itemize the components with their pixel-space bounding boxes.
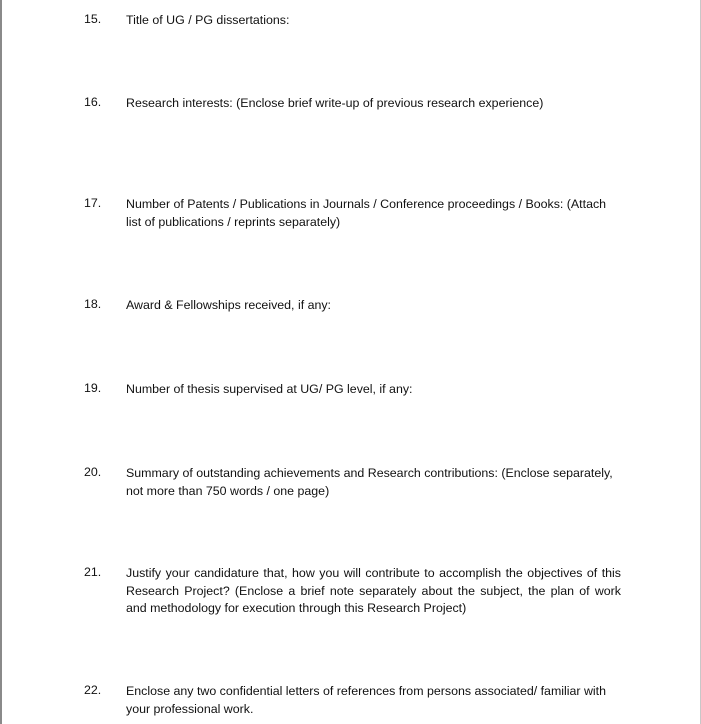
item-text: Research interests: (Enclose brief write-up of previous research experience) xyxy=(126,96,544,110)
item-number: 18. xyxy=(84,297,102,311)
item-text: Justify your candidature that, how you will contribute to accomplish the objectives of this Research Project? (Enclose a brief note separately about the subject, the plan of work and methodology for execution through this Research Project) xyxy=(126,566,621,615)
item-number: 22. xyxy=(84,683,102,697)
item-text: Title of UG / PG dissertations: xyxy=(126,13,290,27)
item-number: 16. xyxy=(84,95,102,109)
item-number: 17. xyxy=(84,196,102,210)
item-number: 19. xyxy=(84,381,102,395)
item-text: Summary of outstanding achievements and Research contributions: (Enclose separately, not more than 750 words / one page) xyxy=(126,466,613,498)
item-number: 20. xyxy=(84,465,102,479)
item-text: Number of Patents / Publications in Journals / Conference proceedings / Books: (Attach list of publications / reprints separately) xyxy=(126,197,607,229)
item-number: 21. xyxy=(84,565,102,579)
item-text: Number of thesis supervised at UG/ PG level, if any: xyxy=(126,382,413,396)
item-text: Award & Fellowships received, if any: xyxy=(126,298,331,312)
page-left-border xyxy=(0,0,2,724)
item-text: Enclose any two confidential letters of references from persons associated/ familiar with your professional work. xyxy=(126,684,607,716)
item-number: 15. xyxy=(84,12,102,26)
